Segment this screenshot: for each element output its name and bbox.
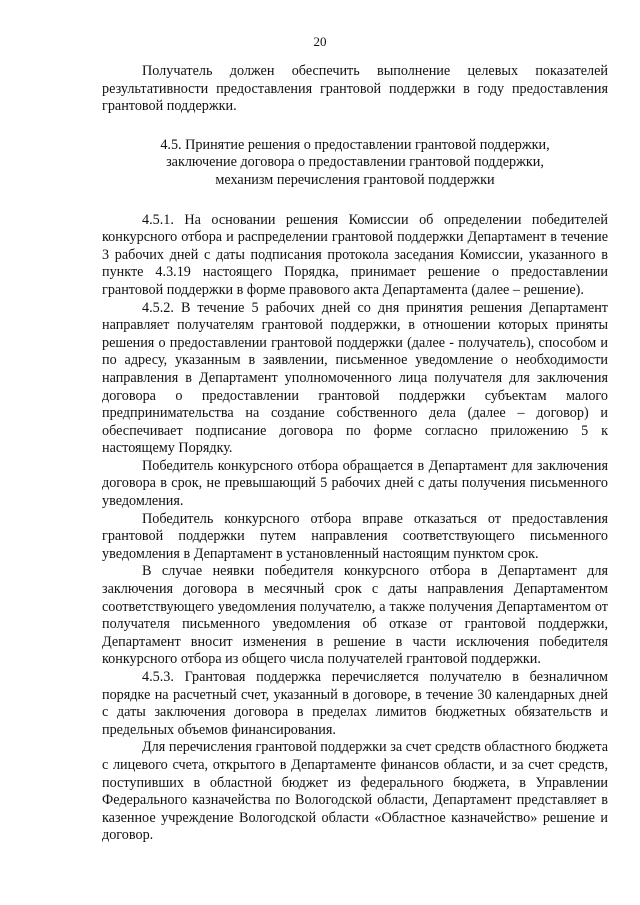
section-heading-line-1: 4.5. Принятие решения о предоставлении грантовой поддержки, (160, 136, 550, 153)
paragraph-winner-applies: Победитель конкурсного отбора обращается в Департамент для заключения договора в срок, не превышающий 5 рабочих дней с даты получения письменного уведомления. (102, 457, 608, 510)
page-number: 20 (313, 34, 327, 49)
document-body (102, 63, 608, 845)
section-heading-line-2: заключение договора о предоставлении грантовой поддержки, (166, 154, 544, 171)
paragraph-no-show: В случае неявки победителя конкурсного отбора в Департамент для заключения договора в месячный срок с даты направления Департаментом соответствующего уведомления получателю, а также получения Департаментом от получателя письменного уведомления об отказе от грантовой поддержки, Департамент вносит изменения в решение в части исключения победителя конкурсного отбора из общего числа получателей грантовой поддержки. (102, 563, 608, 668)
section-heading (102, 137, 608, 190)
paragraph-4-5-1: 4.5.1. На основании решения Комиссии об определении победителей конкурсного отбора и распределении грантовой поддержки Департамент в течение 3 рабочих дней с даты подписания протокола заседания Комиссии, указанного в пункте 4.3.19 настоящего Порядка, принимает решение о предоставлении грантовой поддержки в форме правового акта Департамента (далее – решение). (102, 211, 608, 298)
section-heading-line-3: механизм перечисления грантовой поддержки (215, 171, 495, 188)
intro-paragraph: Получатель должен обеспечить выполнение целевых показателей результативности предоставления грантовой поддержки в году предоставления грантовой поддержки. (102, 63, 608, 115)
paragraph-transfer: Для перечисления грантовой поддержки за счет средств областного бюджета с лицевого счета, открытого в Департаменте финансов области, и за счет средств, поступивших в областной бюджет из федерального бюджета, в Управлении Федерального казначейства по Вологодской области, Департамент представляет в казенное учреждение Вологодской области «Областное казначейство» решение и договор. (102, 739, 608, 844)
paragraph-winner-refuse: Победитель конкурсного отбора вправе отказаться от предоставления грантовой поддержки путем направления соответствующего письменного уведомления в Департамент в установленный настоящим пунктом срок. (102, 510, 608, 562)
paragraph-4-5-3: 4.5.3. Грантовая поддержка перечисляется получателю в безналичном порядке на расчетный счет, указанный в договоре, в течение 30 календарных дней с даты заключения договора в пределах лимитов бюджетных обязательств и предельных объемов финансирования. (102, 669, 608, 738)
paragraph-4-5-2: 4.5.2. В течение 5 рабочих дней со дня принятия решения Департамент направляет получателям грантовой поддержки, в отношении которых приняты решения о предоставлении грантовой поддержки (далее - получатель), способом и по адресу, указанным в заявлении, письменное уведомление о необходимости направления в Департамент уполномоченного лица получателя для заключения договора о предоставлении грантовой поддержки субъектам малого предпринимательства на создание собственного дела (далее – договор) и обеспечивает подписание договора по форме согласно приложению 5 к настоящему Порядку. (102, 299, 608, 457)
